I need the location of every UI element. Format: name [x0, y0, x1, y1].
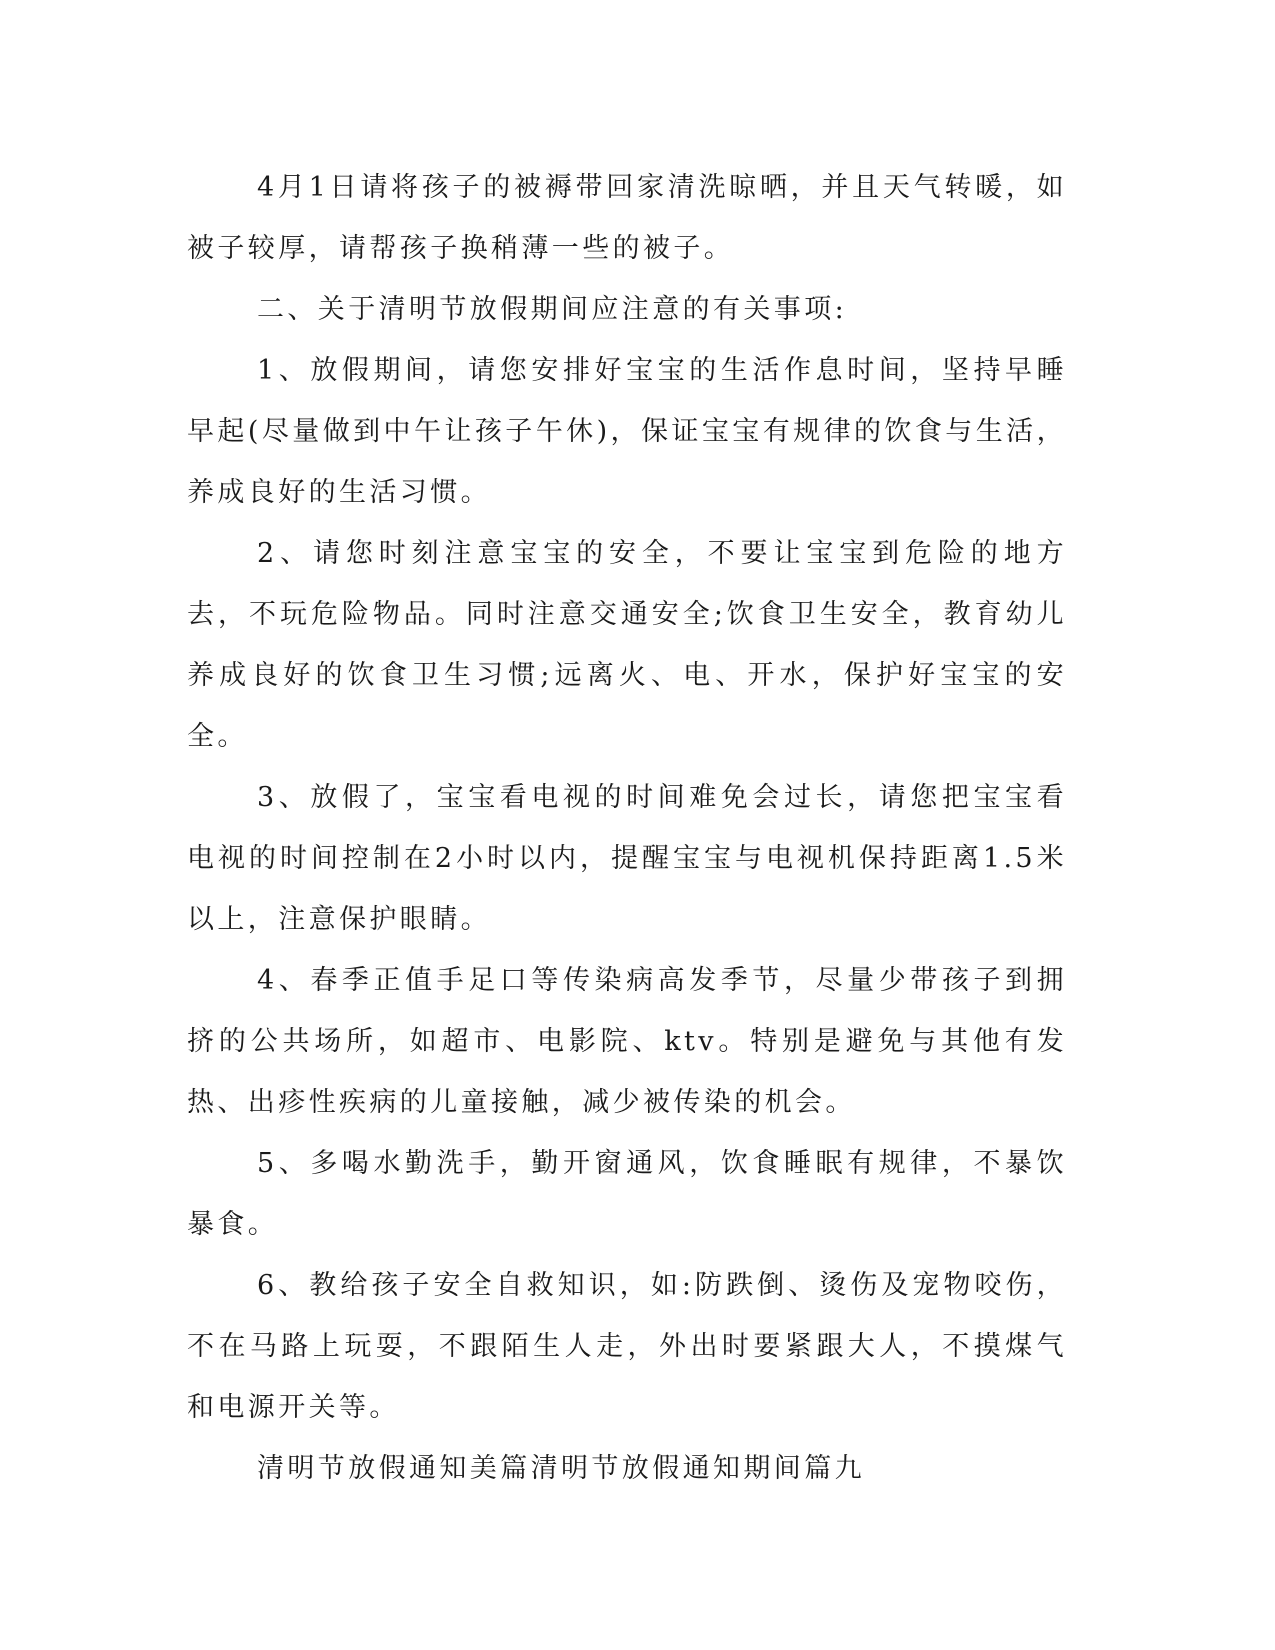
paragraph-item-3-tv-time: 3、放假了，宝宝看电视的时间难免会过长，请您把宝宝看电视的时间控制在2小时以内，提醒宝宝与电视机保持距离1.5米以上，注意保护眼睛。	[187, 782, 1067, 935]
paragraph-bedding-notice: 4月1日请将孩子的被褥带回家清洗晾晒，并且天气转暖，如被子较厚，请帮孩子换稍薄一些的被子。	[187, 172, 1067, 264]
paragraph-item-5-hygiene: 5、多喝水勤洗手，勤开窗通风，饮食睡眠有规律，不暴饮暴食。	[187, 1148, 1067, 1240]
paragraph-item-4-disease: 4、春季正值手足口等传染病高发季节，尽量少带孩子到拥挤的公共场所，如超市、电影院、ktv。特别是避免与其他有发热、出疹性疾病的儿童接触，减少被传染的机会。	[187, 965, 1067, 1118]
paragraph-item-1-routine: 1、放假期间，请您安排好宝宝的生活作息时间，坚持早睡早起(尽量做到中午让孩子午休)，保证宝宝有规律的饮食与生活，养成良好的生活习惯。	[187, 355, 1067, 508]
paragraph-next-article-title: 清明节放假通知美篇清明节放假通知期间篇九	[257, 1453, 865, 1484]
document-body	[187, 157, 1067, 1499]
section-heading-holiday-matters: 二、关于清明节放假期间应注意的有关事项:	[257, 294, 848, 325]
paragraph-item-2-safety: 2、请您时刻注意宝宝的安全，不要让宝宝到危险的地方去，不玩危险物品。同时注意交通安全;饮食卫生安全，教育幼儿养成良好的饮食卫生习惯;远离火、电、开水，保护好宝宝的安全。	[187, 538, 1067, 752]
paragraph-item-6-self-rescue: 6、教给孩子安全自救知识，如:防跌倒、烫伤及宠物咬伤，不在马路上玩耍，不跟陌生人走，外出时要紧跟大人，不摸煤气和电源开关等。	[187, 1270, 1067, 1423]
